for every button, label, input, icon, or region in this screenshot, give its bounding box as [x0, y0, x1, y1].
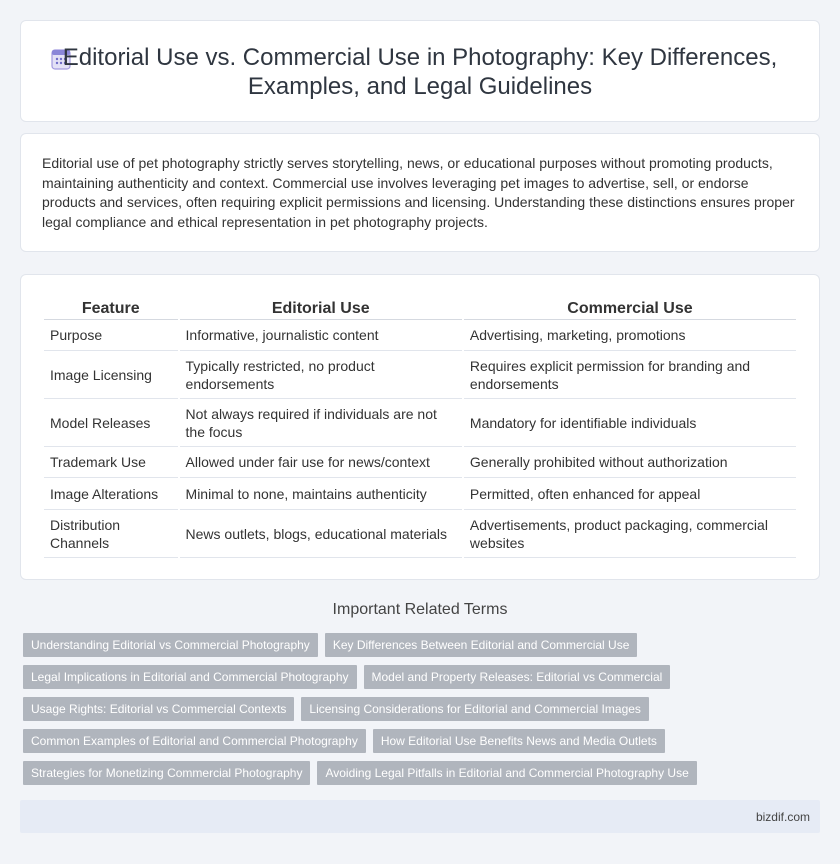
title-card [20, 20, 820, 122]
table-cell: News outlets, blogs, educational materials [180, 510, 462, 558]
table-cell: Permitted, often enhanced for appeal [464, 478, 796, 510]
table-cell: Image Alterations [44, 478, 178, 510]
table-header-row [44, 296, 796, 320]
footer-brand[interactable]: bizdif.com [755, 810, 810, 824]
intro-paragraph: Editorial use of pet photography strictly serves storytelling, news, or educational purposes without promoting products, maintaining authenticity and context. Commercial use involves leveraging pet images to advertise, sell, or endorse products and services, often requiring explicit permissions and licensing. Understanding these distinctions ensures proper legal compliance and ethical representation in pet photography projects. [42, 155, 795, 230]
related-term-tag[interactable]: Strategies for Monetizing Commercial Photography [23, 761, 310, 785]
table-cell: Allowed under fair use for news/context [180, 447, 462, 478]
table-row [44, 478, 796, 510]
table-cell: Mandatory for identifiable individuals [464, 399, 796, 447]
table-cell: Advertising, marketing, promotions [464, 320, 796, 351]
table-cell: Minimal to none, maintains authenticity [180, 478, 462, 510]
comparison-table [42, 296, 798, 558]
related-term-tag[interactable]: How Editorial Use Benefits News and Media Outlets [373, 729, 665, 753]
header-commercial: Commercial Use [464, 296, 796, 320]
related-term-tag[interactable]: Key Differences Between Editorial and Commercial Use [325, 633, 638, 657]
related-term-tag[interactable]: Legal Implications in Editorial and Commercial Photography [23, 665, 357, 689]
table-row [44, 399, 796, 447]
tag-row [23, 633, 637, 657]
table-cell: Trademark Use [44, 447, 178, 478]
related-term-tag[interactable]: Common Examples of Editorial and Commercial Photography [23, 729, 366, 753]
table-cell: Purpose [44, 320, 178, 351]
table-cell: Advertisements, product packaging, commercial websites [464, 510, 796, 558]
related-term-tag[interactable]: Avoiding Legal Pitfalls in Editorial and Commercial Photography Use [317, 761, 696, 785]
header-editorial: Editorial Use [180, 296, 462, 320]
tag-row [23, 665, 670, 689]
table-cell: Not always required if individuals are not the focus [180, 399, 462, 447]
table-cell: Model Releases [44, 399, 178, 447]
table-cell: Requires explicit permission for branding and endorsements [464, 351, 796, 399]
table-row [44, 320, 796, 351]
table-cell: Typically restricted, no product endorsements [180, 351, 462, 399]
table-row [44, 351, 796, 399]
comparison-card [20, 274, 820, 580]
tag-row [23, 761, 697, 785]
header-feature: Feature [44, 296, 178, 320]
intro-card [20, 133, 820, 252]
related-term-tag[interactable]: Usage Rights: Editorial vs Commercial Contexts [23, 697, 294, 721]
related-terms-heading: Important Related Terms [332, 601, 508, 618]
table-row [44, 447, 796, 478]
tag-row [23, 729, 665, 753]
related-term-tag[interactable]: Model and Property Releases: Editorial vs Commercial [364, 665, 671, 689]
table-cell: Image Licensing [44, 351, 178, 399]
footer [20, 800, 820, 833]
page-title: Editorial Use vs. Commercial Use in Photography: Key Differences, Examples, and Legal Guidelines [62, 44, 778, 100]
related-term-tag[interactable]: Understanding Editorial vs Commercial Photography [23, 633, 318, 657]
table-cell: Distribution Channels [44, 510, 178, 558]
tag-row [23, 697, 649, 721]
related-term-tag[interactable]: Licensing Considerations for Editorial and Commercial Images [301, 697, 649, 721]
table-cell: Informative, journalistic content [180, 320, 462, 351]
table-cell: Generally prohibited without authorization [464, 447, 796, 478]
table-row [44, 510, 796, 558]
